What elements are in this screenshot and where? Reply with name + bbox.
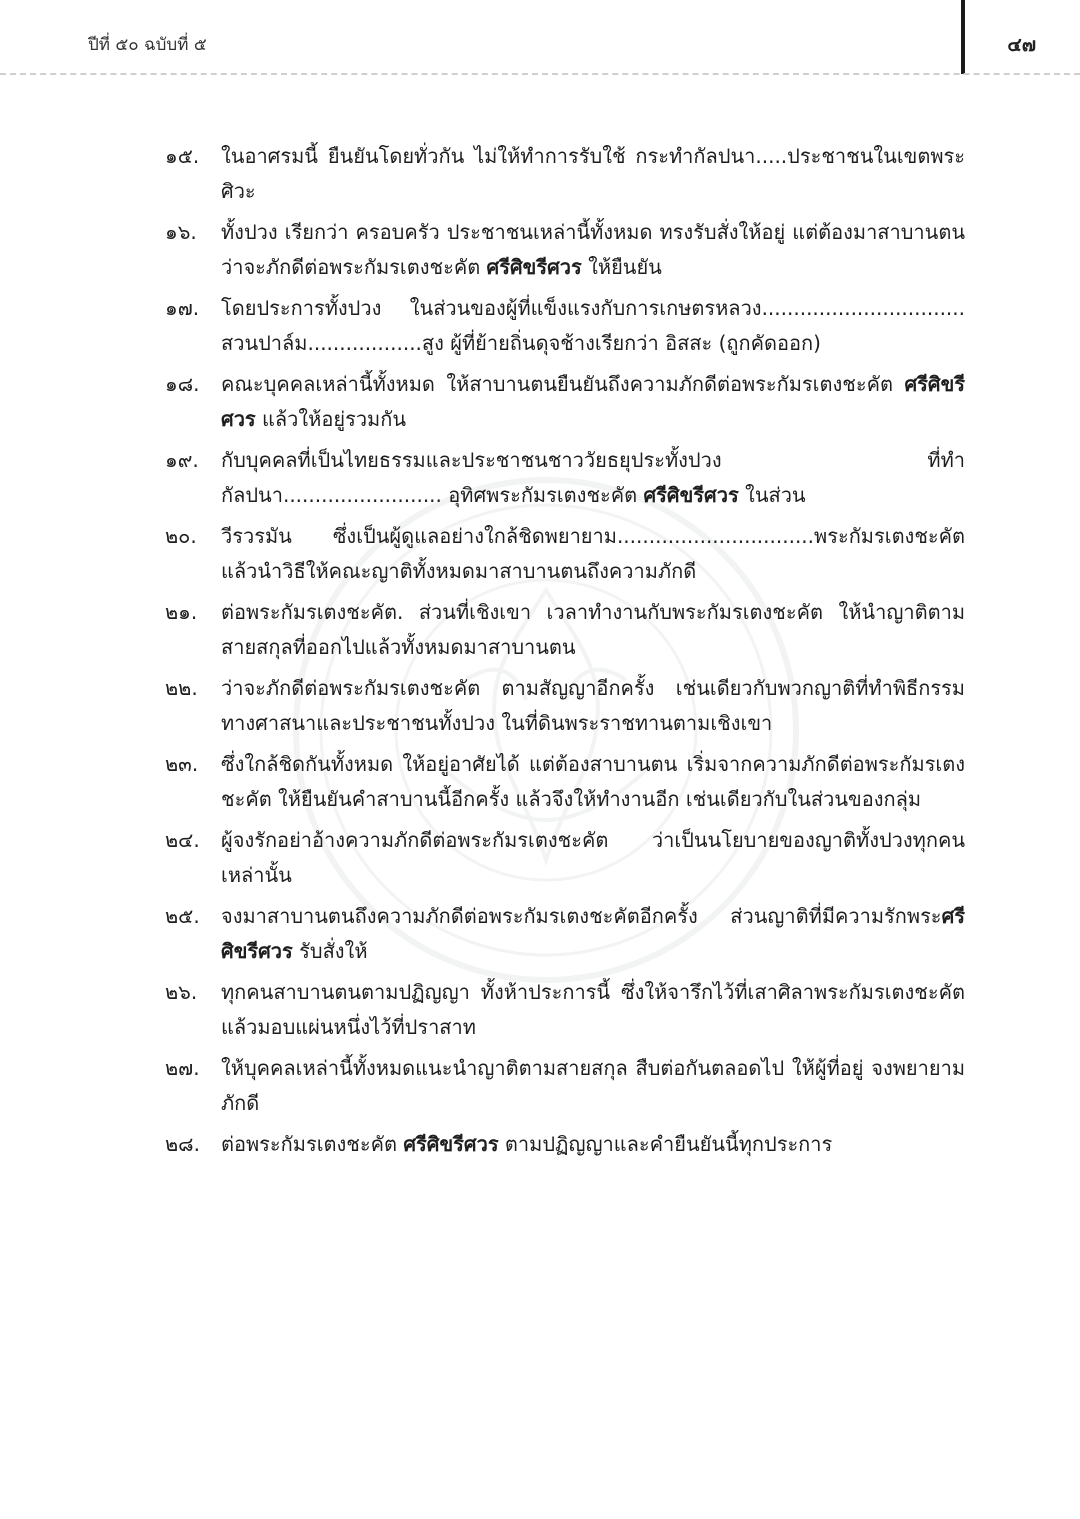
inscription-line [165, 671, 965, 741]
inscription-translation [165, 139, 965, 1168]
line-number: ๒๖. [165, 980, 198, 1004]
inscription-line [165, 747, 965, 817]
text-segment: ต่อพระกัมรเตงชะคัต. ส่วนที่เชิงเขา เวลาทำงานกับพระกัมรเตงชะคัต ให้นำญาติตามสายสกุลที่ออกไปแล้วทั้งหมดมาสาบานตน [221, 600, 965, 659]
line-number: ๒๕. [165, 904, 200, 928]
line-text [221, 367, 965, 437]
line-number: ๒๐. [165, 524, 197, 548]
header-dashed-rule [0, 73, 1080, 75]
line-number: ๒๘. [165, 1132, 200, 1156]
line-number: ๒๒. [165, 676, 198, 700]
line-number: ๒๓. [165, 752, 199, 776]
inscription-line [165, 975, 965, 1045]
text-segment: ผู้จงรักอย่าอ้างความภักดีต่อพระกัมรเตงชะคัต ว่าเป็นนโยบายของญาติทั้งปวงทุกคนเหล่านั้น [221, 828, 965, 887]
text-segment: รับสั่งให้ [292, 939, 368, 963]
line-number: ๑๘. [165, 372, 200, 396]
inscription-line [165, 367, 965, 437]
line-text [221, 899, 965, 969]
text-segment: ในส่วน [738, 483, 806, 507]
text-segment: จงมาสาบานตนถึงความภักดีต่อพระกัมรเตงชะคัตอีกครั้ง ส่วนญาติที่มีความรักพระ [221, 904, 942, 928]
deity-name-bold: ศรีศิขรีศวร [403, 1132, 499, 1156]
text-segment: ซึ่งใกล้ชิดกันทั้งหมด ให้อยู่อาศัยได้ แต่ต้องสาบานตน เริ่มจากความภักดีต่อพระกัมรเตงชะคัต ให้ยืนยันคำสาบานนี้อีกครั้ง แล้วจึงให้ทำงานอีก เช่นเดียวกับในส่วนของกลุ่ม [221, 752, 965, 811]
text-segment: วีรวรมัน ซึ่งเป็นผู้ดูแลอย่างใกล้ชิดพยายาม...............................พระกัมรเตงชะคัต แล้วนำวิธีให้คณะญาติทั้งหมดมาสาบานตนถึงความภักดี [221, 524, 965, 583]
line-number: ๒๗. [165, 1056, 200, 1080]
inscription-line [165, 443, 965, 513]
inscription-line [165, 1127, 965, 1162]
text-segment: แล้วให้อยู่รวมกัน [255, 407, 407, 431]
inscription-line [165, 1051, 965, 1121]
inscription-line [165, 899, 965, 969]
line-text [221, 1051, 965, 1121]
text-segment: ทั้งปวง เรียกว่า ครอบครัว ประชาชนเหล่านี้ทั้งหมด ทรงรับสั่งให้อยู่ แต่ต้องมาสาบานตนว่าจะภักดีต่อพระกัมรเตงชะคัต [221, 220, 965, 279]
inscription-line [165, 139, 965, 209]
line-text [221, 443, 965, 513]
line-text [221, 823, 965, 893]
text-segment: ต่อพระกัมรเตงชะคัต [221, 1132, 404, 1156]
line-text [221, 1127, 965, 1162]
running-head: ปีที่ ๕๐ ฉบับที่ ๕ [88, 35, 207, 55]
text-segment: ทุกคนสาบานตนตามปฏิญญา ทั้งห้าประการนี้ ซึ่งให้จารึกไว้ที่เสาศิลาพระกัมรเตงชะคัต แล้วมอบแผ่นหนึ่งไว้ที่ปราสาท [221, 980, 965, 1039]
inscription-line [165, 215, 965, 285]
line-text [221, 291, 965, 361]
inscription-line [165, 519, 965, 589]
header-divider-bar [961, 0, 965, 74]
line-text [221, 975, 965, 1045]
text-segment: ว่าจะภักดีต่อพระกัมรเตงชะคัต ตามสัญญาอีกครั้ง เช่นเดียวกับพวกญาติที่ทำพิธีกรรมทางศาสนาและประชาชนทั้งปวง ในที่ดินพระราชทานตามเชิงเขา [221, 676, 965, 735]
deity-name-bold: ศรีศิขรีศวร [221, 904, 965, 963]
line-number: ๑๙. [165, 448, 199, 472]
line-number: ๒๔. [165, 828, 200, 852]
text-segment: ให้บุคคลเหล่านี้ทั้งหมดแนะนำญาติตามสายสกุล สืบต่อกันตลอดไป ให้ผู้ที่อยู่ จงพยายามภักดี [221, 1056, 965, 1115]
inscription-line [165, 823, 965, 893]
deity-name-bold: ศรีศิขรีศวร [486, 255, 582, 279]
line-text [221, 595, 965, 665]
line-number: ๑๕. [165, 144, 200, 168]
line-number: ๑๗. [165, 296, 200, 320]
inscription-line [165, 595, 965, 665]
line-number: ๑๖. [165, 220, 197, 244]
line-text [221, 671, 965, 741]
deity-name-bold: ศรีศิขรีศวร [643, 483, 739, 507]
line-text [221, 519, 965, 589]
text-segment: คณะบุคคลเหล่านี้ทั้งหมด ให้สาบานตนยืนยันถึงความภักดีต่อพระกัมรเตงชะคัต [221, 372, 905, 396]
deity-name-bold: ศรีศิขรีศวร [221, 372, 965, 431]
inscription-line [165, 291, 965, 361]
text-segment: โดยประการทั้งปวง ในส่วนของผู้ที่แข็งแรงกับการเกษตรหลวง................................ สวนปาล์ม..................สูง ผู้ที่ย้ายถิ่นดุจช้างเรียกว่า อิสสะ (ถูกคัดออก) [221, 296, 965, 355]
text-segment: กับบุคคลที่เป็นไทยธรรมและประชาชนชาววัยธยุประทั้งปวง ที่ทำกัลปนา......................... อุทิศพระกัมรเตงชะคัต [221, 448, 965, 507]
text-segment: ตามปฏิญญาและคำยืนยันนี้ทุกประการ [498, 1132, 833, 1156]
text-segment: ในอาศรมนี้ ยืนยันโดยทั่วกัน ไม่ให้ทำการรับใช้ กระทำกัลปนา.....ประชาชนในเขตพระศิวะ [221, 144, 965, 203]
line-text [221, 747, 965, 817]
line-text [221, 215, 965, 285]
line-text [221, 139, 965, 209]
page-number: ๔๗ [1007, 34, 1036, 56]
text-segment: ให้ยืนยัน [581, 255, 662, 279]
line-number: ๒๑. [165, 600, 198, 624]
page-header [0, 0, 1080, 76]
